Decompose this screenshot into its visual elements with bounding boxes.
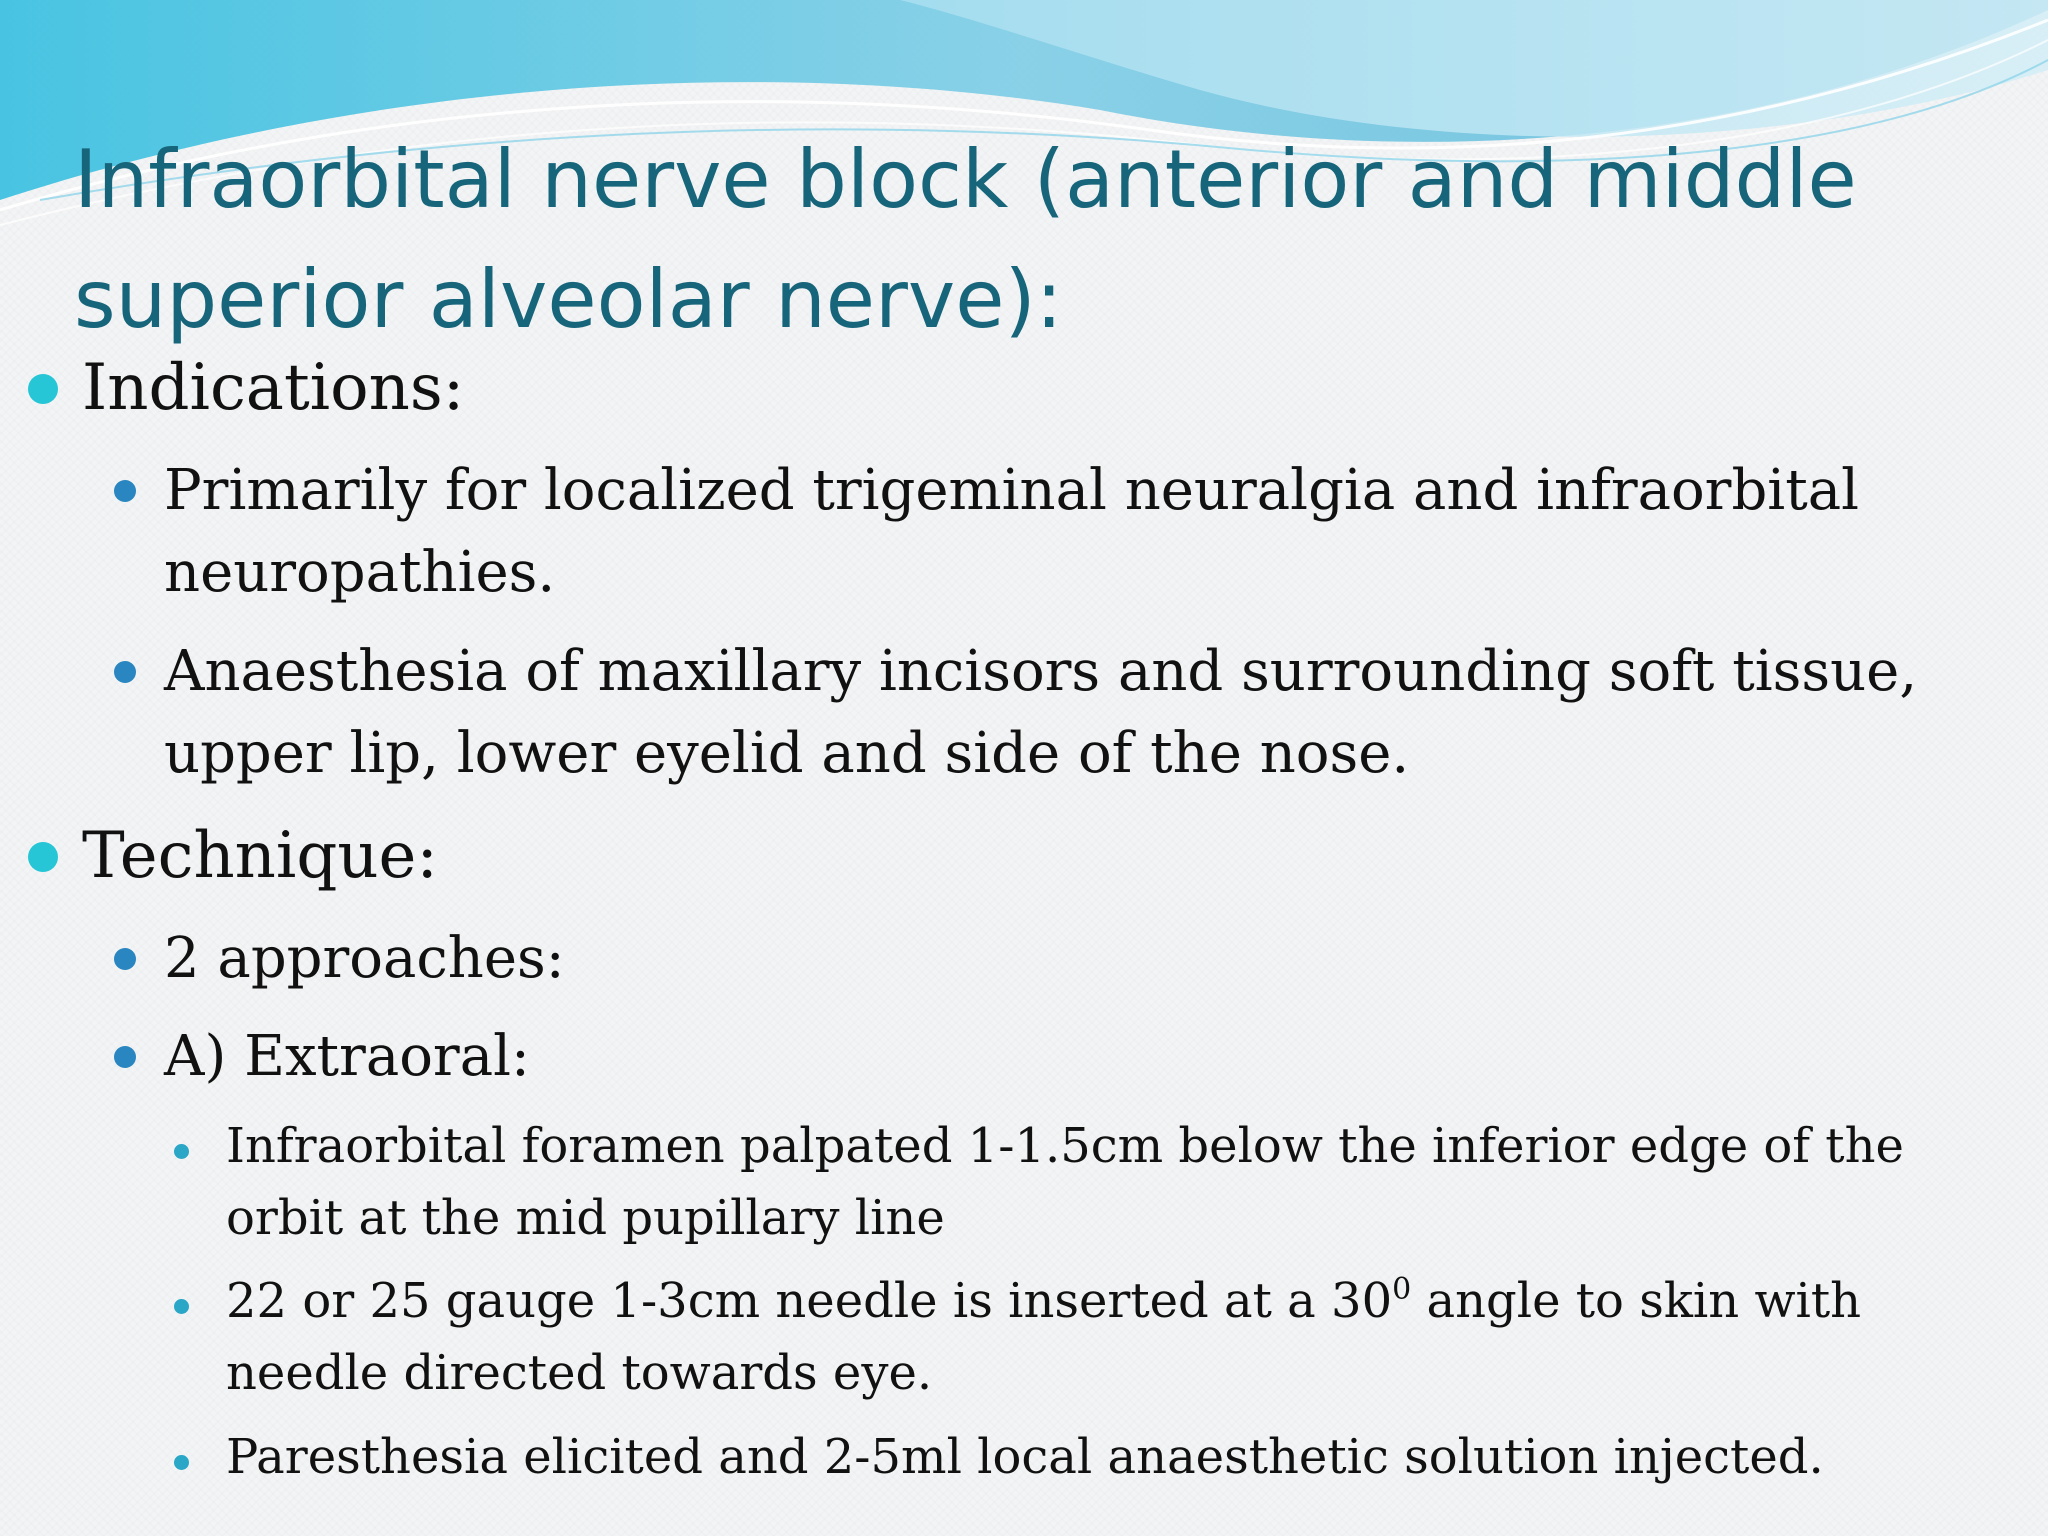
bullet-icon xyxy=(174,1299,189,1314)
bullet-icon xyxy=(114,1046,136,1068)
extraoral-item: A) Extraoral: xyxy=(164,1024,530,1089)
bullet-icon xyxy=(28,842,58,872)
bullet-icon xyxy=(114,948,136,970)
bullet-icon xyxy=(114,480,136,502)
degree-superscript: 0 xyxy=(1392,1272,1412,1307)
extraoral-step-3: Paresthesia elicited and 2-5ml local anaesthetic solution injected. xyxy=(226,1429,1824,1485)
bullet-icon xyxy=(174,1455,189,1470)
approaches-item: 2 approaches: xyxy=(164,926,565,991)
indications-heading: Indications: xyxy=(82,351,465,425)
indication-item-1: Primarily for localized trigeminal neuralgia and infraorbital neuropathies. xyxy=(164,458,1860,605)
extraoral-step-1: Infraorbital foramen palpated 1-1.5cm below the inferior edge of the orbit at the mid pupillary line xyxy=(226,1118,1904,1246)
slide-title: Infraorbital nerve block (anterior and middle superior alveolar nerve): xyxy=(74,133,1857,346)
bullet-icon xyxy=(114,661,136,683)
technique-heading: Technique: xyxy=(82,819,438,893)
extraoral-step-2-before: 22 or 25 gauge 1-3cm needle is inserted at a 30 xyxy=(226,1273,1393,1329)
extraoral-step-2 xyxy=(226,1265,2016,1409)
indication-item-2: Anaesthesia of maxillary incisors and surrounding soft tissue, upper lip, lower eyelid and side of the nose. xyxy=(164,639,1918,786)
extraoral-step-2-after: angle to skin with needle directed towards eye. xyxy=(226,1273,1862,1401)
bullet-icon xyxy=(28,374,58,404)
bullet-icon xyxy=(174,1144,189,1159)
